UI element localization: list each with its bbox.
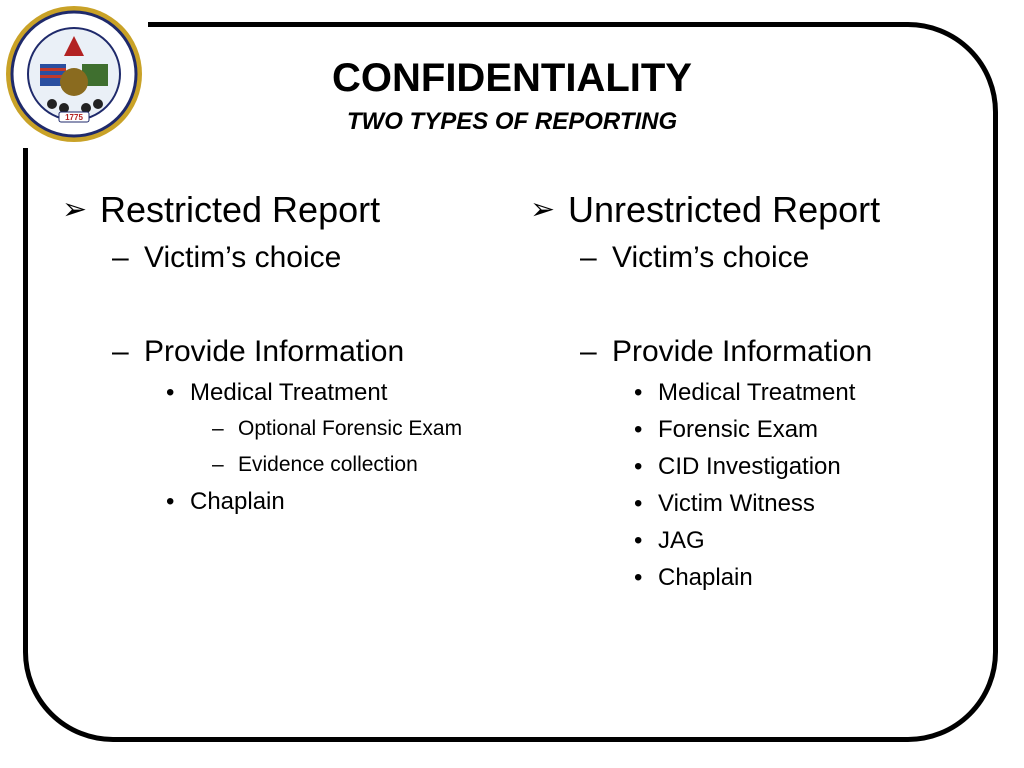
list-item: • CID Investigation xyxy=(634,453,841,480)
dash-bullet-icon: – xyxy=(580,241,597,274)
list-item: • Chaplain xyxy=(634,564,753,591)
dot-bullet-icon: • xyxy=(166,488,175,515)
restricted-report-heading: ➢ Restricted Report xyxy=(62,189,381,230)
list-item: – Optional Forensic Exam xyxy=(212,413,482,444)
seal-year: 1775 xyxy=(65,113,83,122)
dash-bullet-icon: – xyxy=(580,335,597,368)
list-item: • Victim Witness xyxy=(634,490,815,517)
list-item: – Victim’s choice xyxy=(112,241,342,274)
list-item: • Medical Treatment xyxy=(166,379,388,406)
dot-bullet-icon: • xyxy=(166,379,175,406)
list-item: – Victim’s choice xyxy=(580,241,810,274)
list-item: • JAG xyxy=(634,527,705,554)
slide-title: CONFIDENTIALITY xyxy=(332,56,692,100)
unrestricted-report-column xyxy=(530,188,970,593)
unrestricted-report-heading: ➢ Unrestricted Report xyxy=(530,189,881,230)
dot-bullet-icon: • xyxy=(634,379,643,406)
arrow-bullet-icon: ➢ xyxy=(62,193,88,226)
list-item: • Medical Treatment xyxy=(634,379,856,406)
arrow-bullet-icon: ➢ xyxy=(530,193,556,226)
dot-bullet-icon: • xyxy=(634,453,643,480)
dot-bullet-icon: • xyxy=(634,527,643,554)
dash-bullet-icon: – xyxy=(112,335,129,368)
list-item: • Chaplain xyxy=(166,488,285,515)
list-item: – Provide Information xyxy=(580,335,873,368)
dash-bullet-icon: – xyxy=(212,453,224,476)
dash-bullet-icon: – xyxy=(212,417,224,440)
dash-bullet-icon: – xyxy=(112,241,129,274)
dot-bullet-icon: • xyxy=(634,490,643,517)
dot-bullet-icon: • xyxy=(634,416,643,443)
list-item: – Provide Information xyxy=(112,335,405,368)
list-item: – Evidence collection xyxy=(212,449,482,480)
slide-subtitle: TWO TYPES OF REPORTING xyxy=(346,108,678,135)
restricted-report-column xyxy=(62,188,482,517)
list-item: • Forensic Exam xyxy=(634,416,819,443)
dot-bullet-icon: • xyxy=(634,564,643,591)
